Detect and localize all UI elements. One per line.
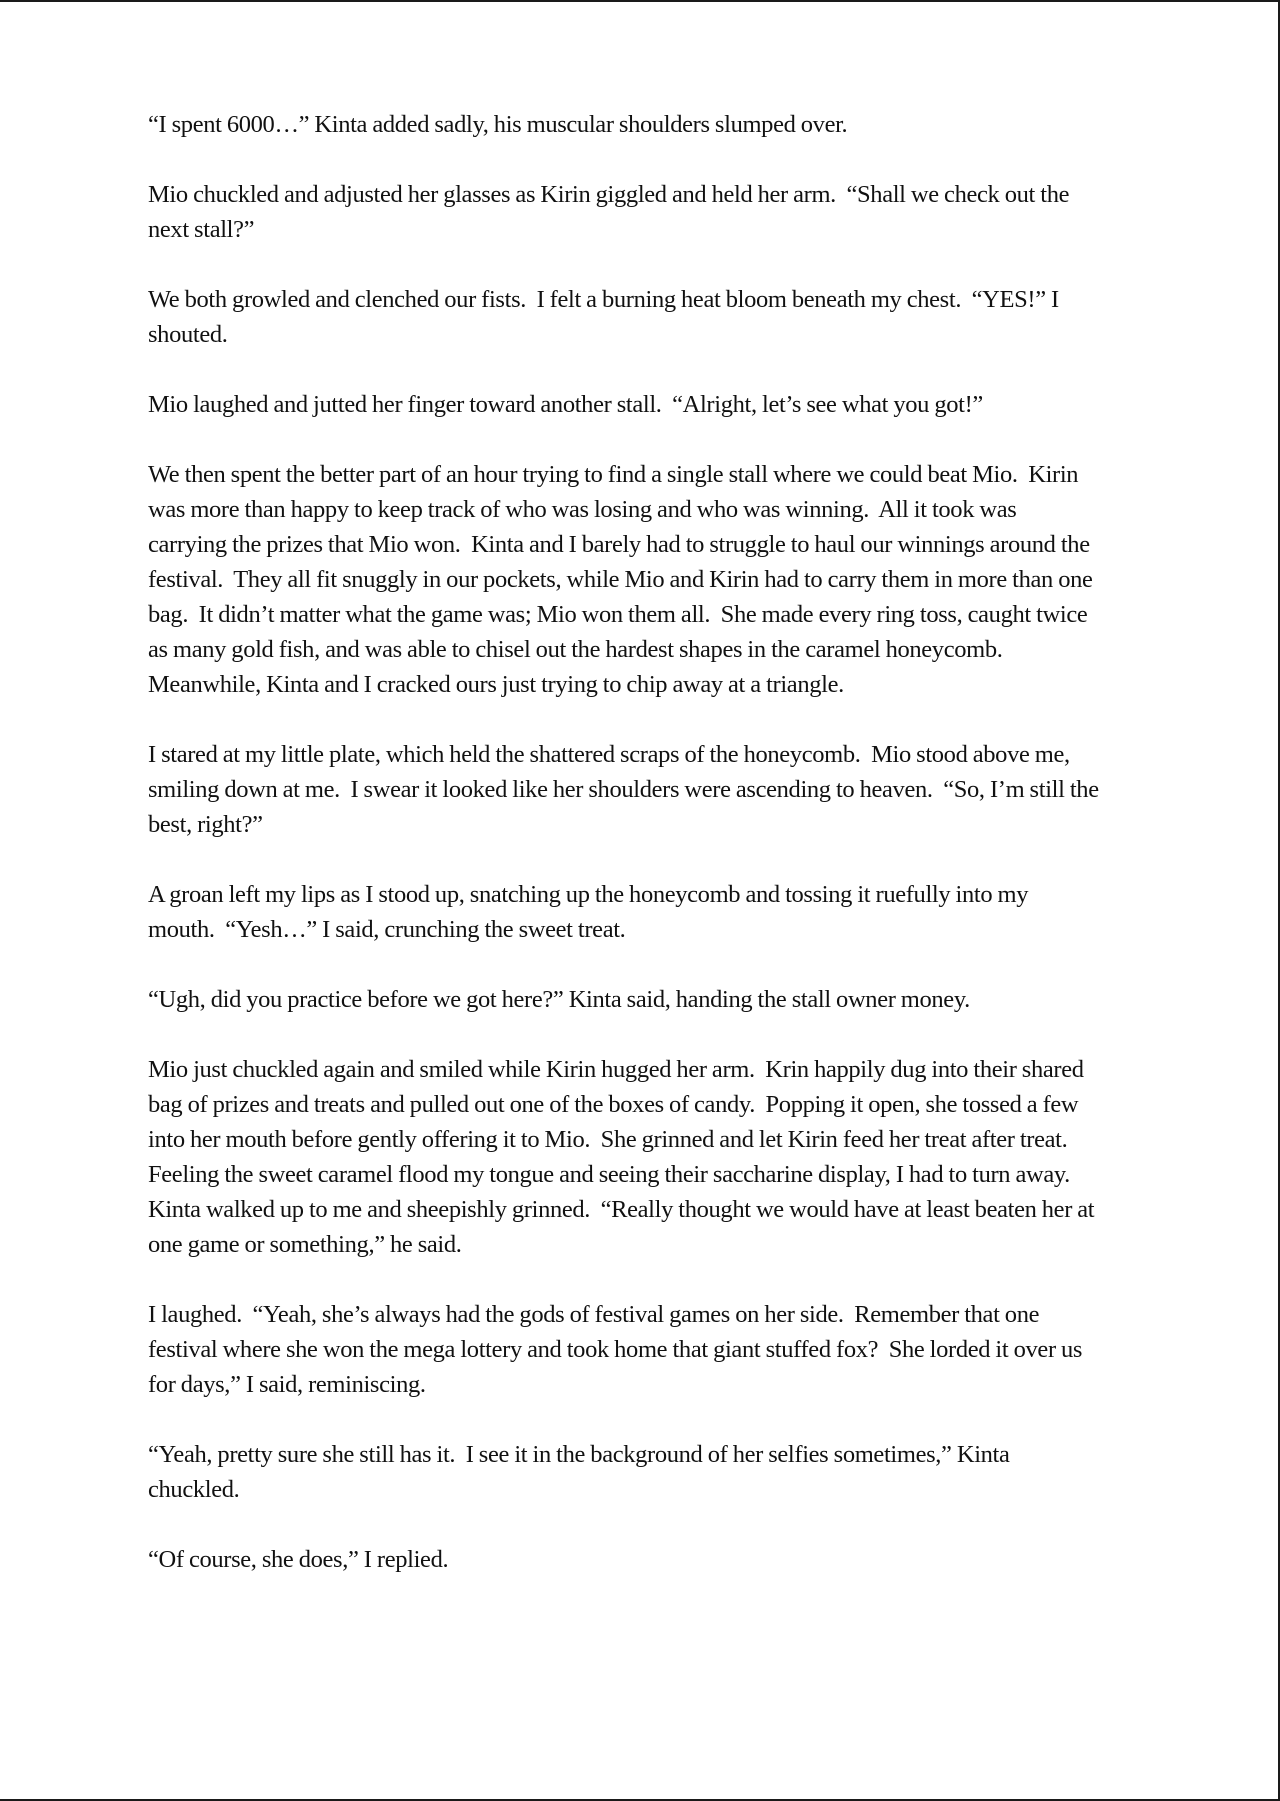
text-line: “Yeah, pretty sure she still has it. I see it in the background of her selfies sometimes,” Kinta — [148, 1441, 1010, 1468]
text-line: A groan left my lips as I stood up, snatching up the honeycomb and tossing it ruefully into my — [148, 881, 1029, 908]
text-line: carrying the prizes that Mio won. Kinta and I barely had to struggle to haul our winnings around the — [148, 531, 1090, 558]
text-line: Kinta walked up to me and sheepishly grinned. “Really thought we would have at least beaten her at — [148, 1196, 1095, 1223]
text-line: next stall?” — [148, 216, 255, 243]
text-line: smiling down at me. I swear it looked like her shoulders were ascending to heaven. “So, I’m still the — [148, 776, 1099, 803]
paragraph — [148, 457, 1148, 702]
text-line: bag of prizes and treats and pulled out one of the boxes of candy. Popping it open, she tossed a few — [148, 1091, 1079, 1118]
paragraph — [148, 737, 1148, 842]
text-line: I stared at my little plate, which held the shattered scraps of the honeycomb. Mio stood above me, — [148, 741, 1070, 768]
paragraph — [148, 107, 1148, 142]
text-line: was more than happy to keep track of who was losing and who was winning. All it took was — [148, 496, 1017, 523]
text-line: We both growled and clenched our fists. I felt a burning heat bloom beneath my chest. “YES!” I — [148, 286, 1059, 313]
paragraph — [148, 1542, 1148, 1577]
paragraph — [148, 177, 1148, 247]
text-line: as many gold fish, and was able to chisel out the hardest shapes in the caramel honeycomb. — [148, 636, 1003, 663]
text-line: We then spent the better part of an hour trying to find a single stall where we could beat Mio. Kirin — [148, 461, 1079, 488]
text-line: Mio chuckled and adjusted her glasses as Kirin giggled and held her arm. “Shall we check out the — [148, 181, 1070, 208]
text-line: into her mouth before gently offering it to Mio. She grinned and let Kirin feed her treat after treat. — [148, 1126, 1068, 1153]
text-line: Meanwhile, Kinta and I cracked ours just trying to chip away at a triangle. — [148, 671, 844, 698]
text-line: mouth. “Yesh…” I said, crunching the sweet treat. — [148, 916, 626, 943]
text-line: Feeling the sweet caramel flood my tongue and seeing their saccharine display, I had to turn away. — [148, 1161, 1070, 1188]
paragraph — [148, 1297, 1148, 1402]
text-line: chuckled. — [148, 1476, 240, 1503]
document-body — [148, 107, 1148, 1577]
text-line: “Of course, she does,” I replied. — [148, 1546, 449, 1573]
text-line: “I spent 6000…” Kinta added sadly, his muscular shoulders slumped over. — [148, 111, 848, 138]
paragraph — [148, 877, 1148, 947]
text-line: bag. It didn’t matter what the game was; Mio won them all. She made every ring toss, caught twice — [148, 601, 1088, 628]
text-line: shouted. — [148, 321, 228, 348]
paragraph — [148, 282, 1148, 352]
text-line: one game or something,” he said. — [148, 1231, 462, 1258]
text-line: Mio laughed and jutted her finger toward another stall. “Alright, let’s see what you got!” — [148, 391, 983, 418]
text-line: festival where she won the mega lottery and took home that giant stuffed fox? She lorded it over us — [148, 1336, 1083, 1363]
text-line: festival. They all fit snuggly in our pockets, while Mio and Kirin had to carry them in more than one — [148, 566, 1093, 593]
paragraph — [148, 387, 1148, 422]
text-line: Mio just chuckled again and smiled while Kirin hugged her arm. Krin happily dug into their shared — [148, 1056, 1084, 1083]
text-line: best, right?” — [148, 811, 263, 838]
paragraph — [148, 982, 1148, 1017]
paragraph — [148, 1052, 1148, 1262]
text-line: for days,” I said, reminiscing. — [148, 1371, 426, 1398]
paragraph — [148, 1437, 1148, 1507]
text-line: “Ugh, did you practice before we got here?” Kinta said, handing the stall owner money. — [148, 986, 970, 1013]
text-line: I laughed. “Yeah, she’s always had the gods of festival games on her side. Remember that one — [148, 1301, 1040, 1328]
